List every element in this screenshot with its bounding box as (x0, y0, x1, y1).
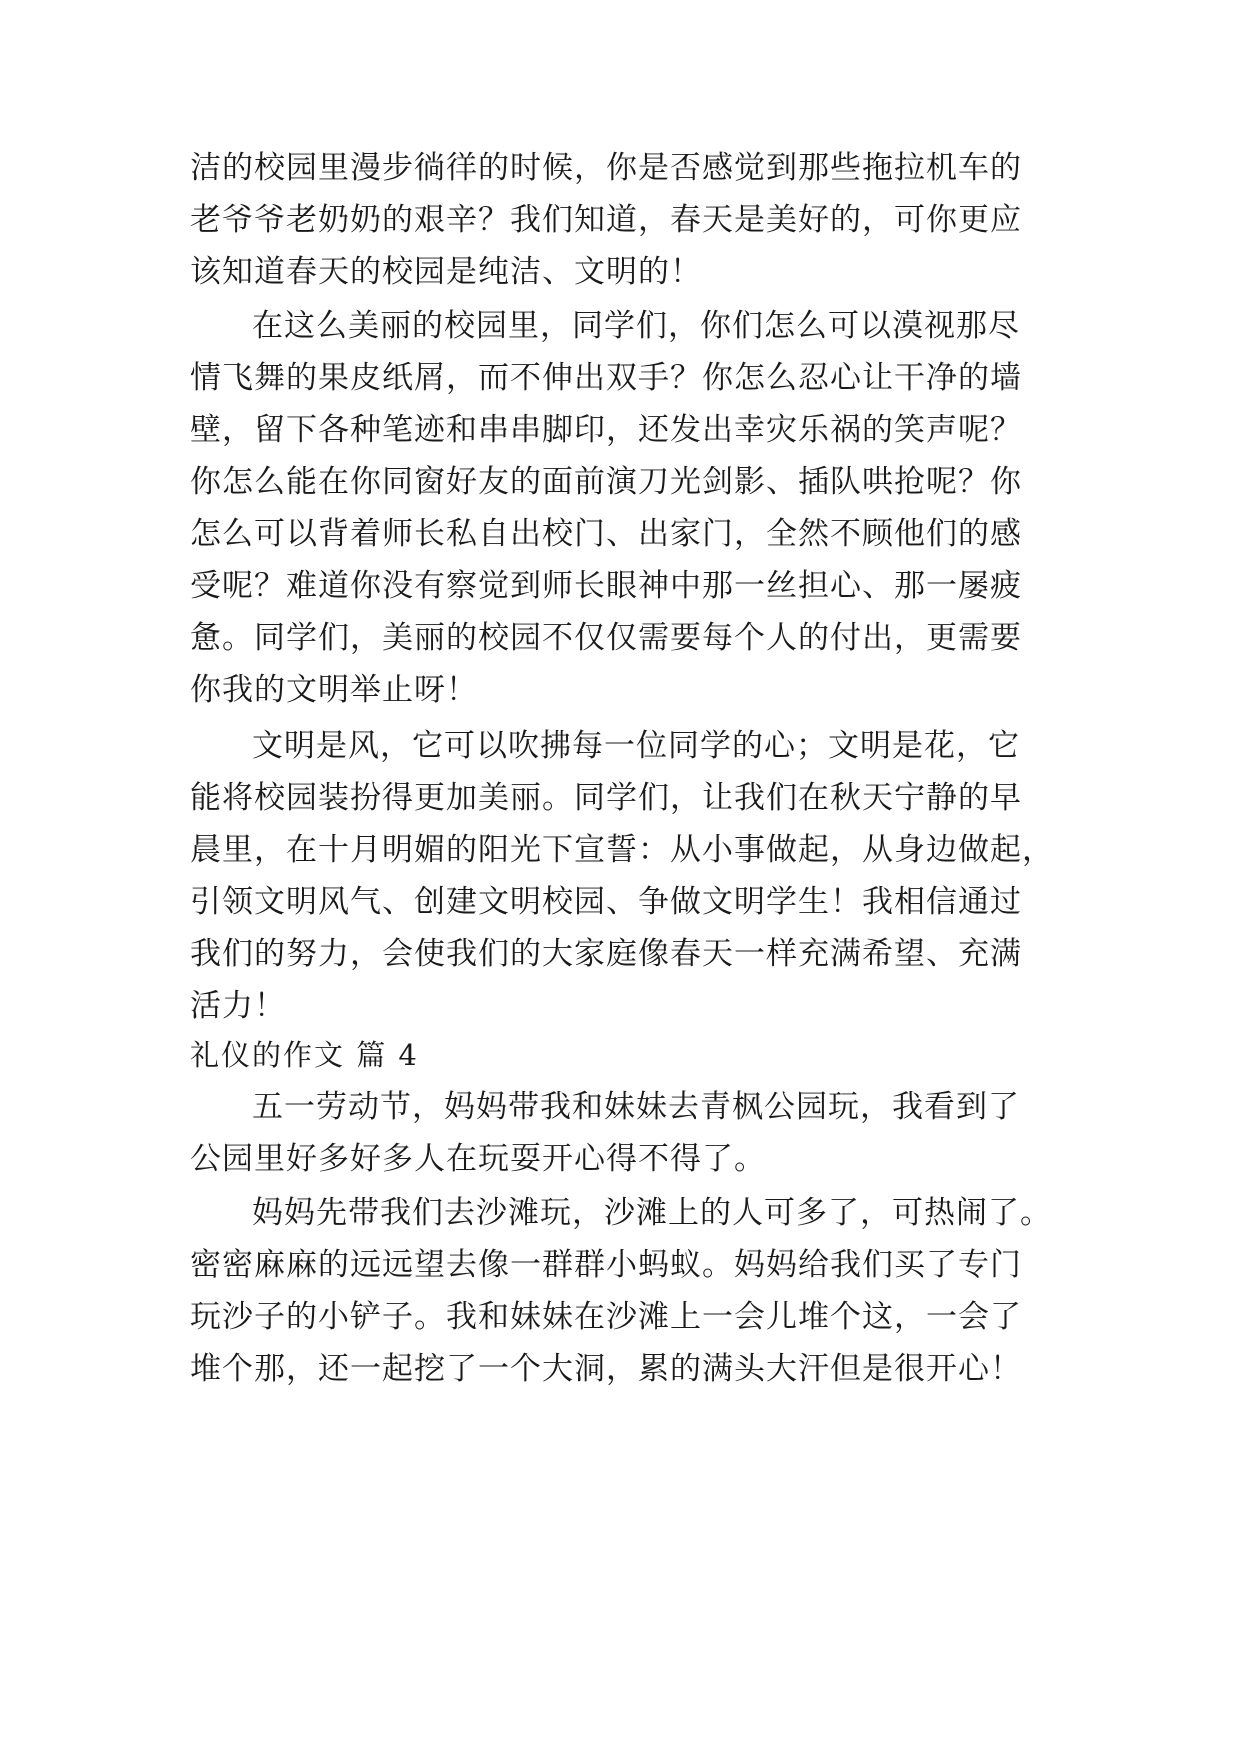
paragraph-line: 五一劳动节，妈妈带我和妹妹去青枫公园玩，我看到了 (252, 1089, 1020, 1125)
paragraph-line: 我们的努力，会使我们的大家庭像春天一样充满希望、充满 (190, 936, 1022, 972)
paragraph-line: 玩沙子的小铲子。我和妹妹在沙滩上一会儿堆个这，一会了 (190, 1299, 1022, 1335)
paragraph-line: 活力！ (190, 988, 286, 1024)
paragraph-line: 你怎么能在你同窗好友的面前演刀光剑影、插队哄抢呢？你 (190, 464, 1022, 500)
paragraph-line: 文明是风，它可以吹拂每一位同学的心；文明是花，它 (252, 728, 1020, 764)
paragraph-line: 公园里好多好多人在玩耍开心得不得了。 (190, 1141, 766, 1177)
paragraph-line: 该知道春天的校园是纯洁、文明的！ (190, 254, 702, 290)
paragraph-line: 堆个那，还一起挖了一个大洞，累的满头大汗但是很开心！ (190, 1351, 1022, 1387)
section-heading: 礼仪的作文 篇 4 (190, 1038, 419, 1072)
paragraph-line: 你我的文明举止呀！ (190, 672, 478, 708)
paragraph-line: 在这么美丽的校园里，同学们，你们怎么可以漠视那尽 (252, 308, 1020, 344)
paragraph-line: 怎么可以背着师长私自出校门、出家门，全然不顾他们的感 (190, 516, 1022, 552)
paragraph-line: 洁的校园里漫步徜徉的时候，你是否感觉到那些拖拉机车的 (190, 150, 1022, 186)
paragraph-line: 受呢？难道你没有察觉到师长眼神中那一丝担心、那一屡疲 (190, 568, 1022, 604)
paragraph-line: 晨里，在十月明媚的阳光下宣誓：从小事做起，从身边做起， (190, 832, 1054, 868)
paragraph-line: 能将校园装扮得更加美丽。同学们，让我们在秋天宁静的早 (190, 780, 1022, 816)
paragraph-line: 惫。同学们，美丽的校园不仅仅需要每个人的付出，更需要 (190, 620, 1022, 656)
paragraph-line: 引领文明风气、创建文明校园、争做文明学生！我相信通过 (190, 884, 1022, 920)
paragraph-line: 老爷爷老奶奶的艰辛？我们知道，春天是美好的，可你更应 (190, 202, 1022, 238)
paragraph-line: 壁，留下各种笔迹和串串脚印，还发出幸灾乐祸的笑声呢？ (190, 412, 1022, 448)
paragraph-line: 妈妈先带我们去沙滩玩，沙滩上的人可多了，可热闹了。 (252, 1195, 1052, 1231)
paragraph-line: 情飞舞的果皮纸屑，而不伸出双手？你怎么忍心让干净的墙 (190, 360, 1022, 396)
paragraph-line: 密密麻麻的远远望去像一群群小蚂蚁。妈妈给我们买了专门 (190, 1247, 1022, 1283)
